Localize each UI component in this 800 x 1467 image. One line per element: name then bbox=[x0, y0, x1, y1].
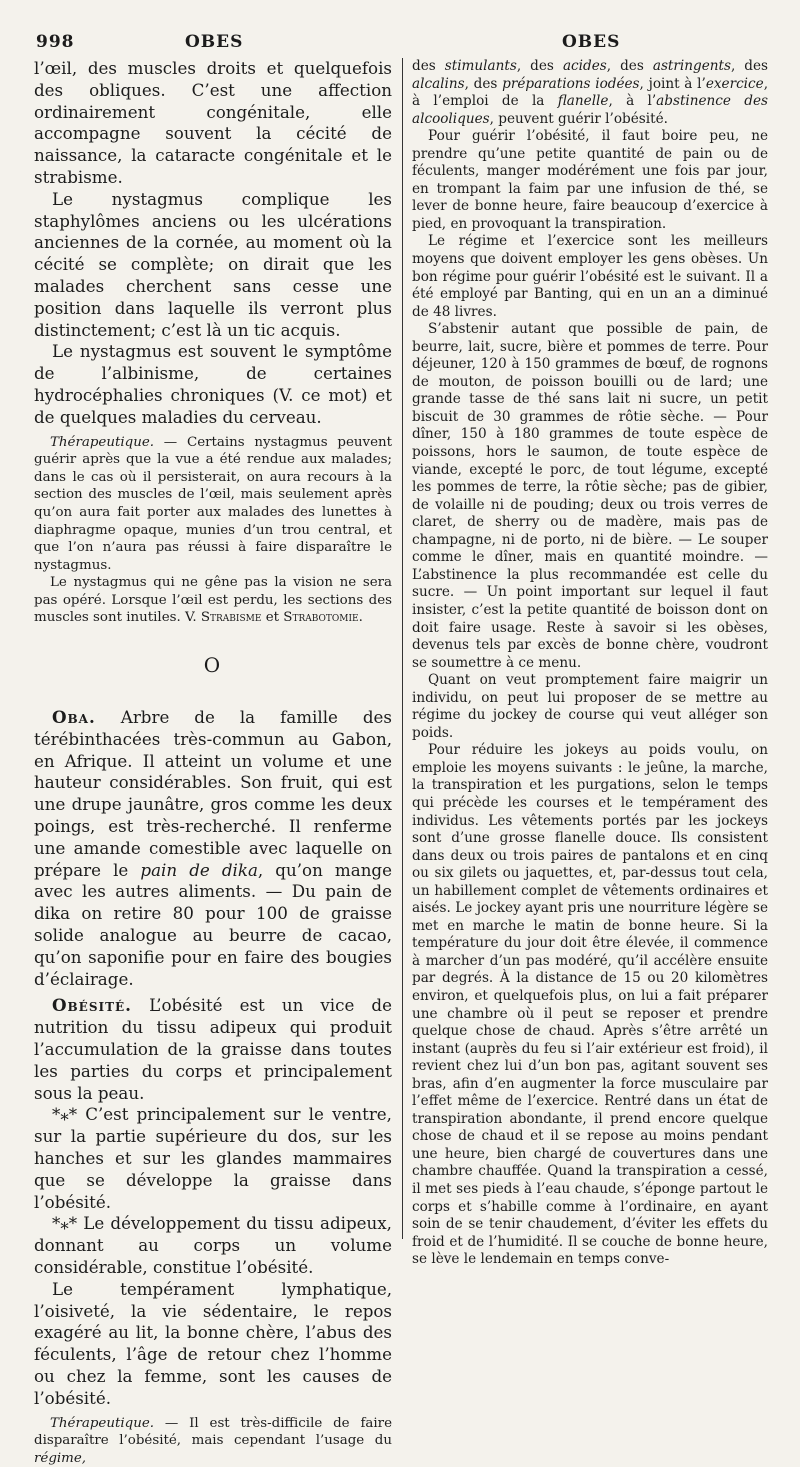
term-pain-de-dika: pain de dika bbox=[140, 859, 258, 880]
section-letter: O bbox=[203, 653, 223, 678]
headword-obesite: Obésité. bbox=[52, 995, 132, 1016]
obesite-advice: Pour guérir l’obésité, il faut boire peu, ne prendre qu’une petite quantité de pain ou de féculents, manger modérément une fois par jour, en trompant la faim par une infusion de thé, se lever de bonne heure, faire beaucoup d’exercice à pied, en provoquant la transpiration. bbox=[412, 128, 768, 232]
left-column bbox=[34, 58, 392, 1466]
nystagmus-therapeutics bbox=[34, 434, 392, 575]
obesite-paragraph-3: *⁎* Le développement du tissu adipeux, donnant au corps un volume considérable, constitue l’obésité. bbox=[34, 1213, 392, 1277]
nystagmus-paragraph-3: Le nystagmus est souvent le symptôme de l’albinisme, de certaines hydrocéphalies chroniques (V. ce mot) et de quelques maladies du cerveau. bbox=[34, 341, 392, 427]
entry-obesite: Obésité. L’obésité est un vice de nutrition du tissu adipeux qui produit l’accumulation de la graisse dans toutes les parties du corps et principalement sous la peau. bbox=[34, 995, 392, 1103]
obesite-regime-intro: Le régime et l’exercice sont les meilleurs moyens que doivent employer les gens obèses. Un bon régime pour guérir l’obésité est le suivant. Il a été employé par Banting, qui en un an a diminué de 48 livres. bbox=[412, 233, 768, 320]
page-header bbox=[30, 30, 770, 56]
obesite-paragraph-2: *⁎* C’est principalement sur le ventre, sur la partie supérieure du dos, sur les hanches et sur les glandes mammaires que se développe la graisse dans l’obésité. bbox=[34, 1104, 392, 1212]
jockey-intro: Quant on veut promptement faire maigrir un individu, on peut lui proposer de se mettre au régime du jockey de course qui veut alléger son poids. bbox=[412, 672, 768, 741]
entry-oba: Oba. Arbre de la famille des térébinthacées très-commun au Gabon, en Afrique. Il atteint un volume et une hauteur considérables. Son fruit, qui est une drupe jaunâtre, gros comme les deux poings, est très-recherché. Il renferme une amande comestible avec laquelle on prépare le pain de dika, qu’on mange avec les autres aliments. — Du pain de dika on retire 80 pour 100 de graisse solide analogue au beurre de cacao, qu’on saponifie pour en faire des bougies d’éclairage. bbox=[34, 707, 392, 989]
column-divider bbox=[402, 58, 403, 1239]
right-running-head: OBES bbox=[562, 32, 621, 52]
text-columns bbox=[34, 58, 770, 1466]
therapeutics-text: — Certains nystagmus peuvent guérir après que la vue a été rendue aux malades; dans le cas où il persisterait, on aura recours à la section des muscles de l’œil, mais seulement après qu’on aura fait porter aux malades des lunettes à diaphragme opaque, munies d’un trou central, et que l’on n’aura pas réussi à faire disparaître le nystagmus. bbox=[34, 434, 392, 573]
therapeutics-label: Thérapeutique. bbox=[50, 1415, 155, 1431]
nystagmus-paragraph-2: Le nystagmus complique les staphylômes anciens ou les ulcérations anciennes de la cornée, au moment où la cécité se complète; on dirait que les malades cherchent sans cesse une position dans laquelle ils verront plus distinctement; c’est là un tic acquis. bbox=[34, 188, 392, 340]
nystagmus-note: Le nystagmus qui ne gêne pas la vision ne sera pas opéré. Lorsque l’œil est perdu, les sections des muscles sont inutiles. V. Strabisme et Strabotomie. bbox=[34, 575, 392, 626]
cross-ref-strabotomie: Strabotomie bbox=[283, 610, 359, 626]
therapeutics-label: Thérapeutique. bbox=[50, 434, 155, 450]
page-number: 998 bbox=[36, 32, 75, 52]
obesite-therapeutics: Thérapeutique. — Il est très-difficile de faire disparaître l’obésité, mais cependant l’usage du régime, bbox=[34, 1415, 392, 1466]
cross-ref-strabisme: Strabisme bbox=[200, 610, 262, 626]
obesite-paragraph-4: Le tempérament lymphatique, l’oisiveté, la vie sédentaire, le repos exagéré au lit, la bonne chère, l’abus des féculents, l’âge de retour chez l’homme ou chez la femme, sont les causes de l’obésité. bbox=[34, 1278, 392, 1408]
left-running-head: OBES bbox=[185, 32, 244, 52]
jockey-regime: Pour réduire les jokeys au poids voulu, on emploie les moyens suivants : le jeûne, la marche, la transpiration et les purgations, selon le temps qui précède les courses et le tempérament des individus. Les vêtements portés par les jockeys sont d’une grosse flanelle douce. Ils consistent dans deux ou trois paires de pantalons et en cinq ou six gilets ou jaquettes, et, par-dessus tout cela, un habillement complet de vêtements ordinaires et aisés. Le jockey ayant pris une nourriture légère se met en marche le matin de bonne heure. Si la température du jour doit être élevée, il commence à marcher d’un pas modéré, qu’il accélère ensuite par degrés. À la distance de 15 ou 20 kilomètres environ, et quelquefois plus, on lui a fait préparer une chambre où il peut se reposer et prendre quelque chose de chaud. Après s’être arrêté un instant (auprès du feu si l’air extérieur est froid), il revient chez lui d’un bon pas, agitant souvent ses bras, afin d’en augmenter la force musculaire par l’effet même de l’exercice. Rentré dans un état de transpiration abondante, il prend encore quelque chose de chaud et il se repose au moins pendant une heure, bien chargé de couvertures dans une chambre chauffée. Quand la transpiration a cessé, il met ses pieds à l’eau chaude, s’éponge partout le corps et s’habille comme à l’ordinaire, en ayant soin de se tenir chaudement, d’éviter les effets du froid et de l’humidité. Il se couche de bonne heure, se lève le lendemain en temps conve- bbox=[412, 742, 768, 1268]
obesite-remedies: des stimulants, des acides, des astringents, des alcalins, des préparations iodées, joint à l’exercice, à l’emploi de la flanelle, à l’abstinence des alcooliques, peuvent guérir l’obésité. bbox=[412, 58, 769, 127]
right-column bbox=[412, 58, 769, 1268]
headword-oba: Oba. bbox=[52, 707, 96, 728]
nystagmus-paragraph-1: l’œil, des muscles droits et quelquefois des obliques. C’est une affection ordinairement congénitale, elle accompagne souvent la cécité de naissance, la cataracte congénitale et le strabisme. bbox=[34, 58, 392, 187]
banting-diet: S’abstenir autant que possible de pain, de beurre, lait, sucre, bière et pommes de terre. Pour déjeuner, 120 à 150 grammes de bœuf, de rognons de mouton, de poisson bouilli ou de lard; une grande tasse de thé sans lait ni sucre, un petit biscuit de 30 grammes de rôtie sèche. — Pour dîner, 150 à 180 grammes de toute espèce de poissons, hors le saumon, de toute espèce de viande, excepté le porc, de tout légume, excepté les pommes de terre, la rôtie sèche; pas de gibier, de volaille ni de pouding; deux ou trois verres de claret, de sherry ou de madère, mais pas de champagne, ni de porto, ni de bière. — Le souper comme le dîner, mais en quantité moindre. — L’abstinence la plus recommandée est celle du sucre. — Un point important sur lequel il faut insister, c’est la petite quantité de boisson dont on doit faire usage. Reste à savoir si les obèses, devenus tels par excès de bonne chère, voudront se soumettre à ce menu. bbox=[412, 321, 768, 671]
